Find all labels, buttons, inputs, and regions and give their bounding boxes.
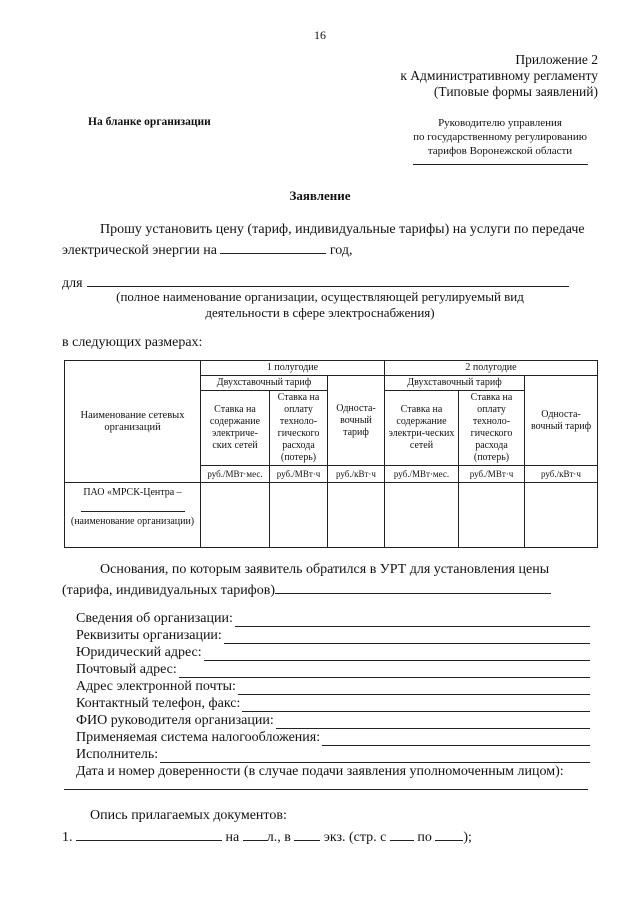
doc-number: 1. <box>62 830 73 845</box>
letterhead-label: На бланке организации <box>88 116 211 128</box>
value-cell[interactable] <box>525 483 598 548</box>
legal-address-input[interactable] <box>204 648 590 661</box>
postal-address-input[interactable] <box>179 665 590 678</box>
unit-mw-month-1: руб./МВт·мес. <box>201 466 270 483</box>
organization-fields <box>76 610 590 780</box>
header-half2: 2 полугодие <box>385 361 598 376</box>
field-power-of-attorney: Дата и номер доверенности (в случае подачи заявления уполномоченным лицом): <box>76 764 564 779</box>
request-paragraph <box>62 220 598 260</box>
field-requisites: Реквизиты организации: <box>76 627 590 644</box>
doc-copies-label: экз. (стр. с <box>323 830 387 845</box>
unit-mw-month-2: руб./МВт·мес. <box>385 466 459 483</box>
doc-name-blank[interactable] <box>76 826 222 841</box>
field-phone: Контактный телефон, факс: <box>76 695 590 712</box>
doc-pages-label: л., в <box>266 830 291 845</box>
doc-on-label: на <box>225 830 240 845</box>
org-name-blank[interactable] <box>81 503 185 512</box>
header-two-part-1: Двухставочный тариф <box>201 376 328 391</box>
value-cell[interactable] <box>459 483 525 548</box>
org-caption: (наименование организации) <box>70 516 195 527</box>
addressee-blank-line[interactable] <box>413 164 588 165</box>
basis-paragraph <box>62 560 598 600</box>
value-cell[interactable] <box>270 483 328 548</box>
doc-copies-blank[interactable] <box>294 826 320 841</box>
director-input[interactable] <box>276 716 590 729</box>
unit-kwh-2: руб./кВт·ч <box>525 466 598 483</box>
value-cell[interactable] <box>328 483 385 548</box>
org-name: ПАО «МРСК-Центра – <box>83 487 182 498</box>
addressee-line3: тарифов Воронежской области <box>427 145 573 157</box>
doc-page-from-blank[interactable] <box>390 826 414 841</box>
doc-pages-blank[interactable] <box>243 826 267 841</box>
header-single-1: Односта-вочный тариф <box>328 376 385 466</box>
doc-to-label: по <box>417 830 432 845</box>
doc-page-to-blank[interactable] <box>435 826 463 841</box>
header-network-org: Наименование сетевых организаций <box>65 361 201 483</box>
requisites-input[interactable] <box>224 631 590 644</box>
unit-mwh-2: руб./МВт·ч <box>459 466 525 483</box>
power-of-attorney-blank[interactable] <box>64 789 588 790</box>
org-info-input[interactable] <box>235 614 590 627</box>
for-label: для <box>62 276 83 291</box>
value-cell[interactable] <box>385 483 459 548</box>
header-rate-maint-2: Ставка на содержание электри-ческих сетей <box>385 391 459 466</box>
basis-text: Основания, по которым заявитель обратился в УРТ для установления цены (тарифа, индивидуальных тарифов) <box>62 562 550 598</box>
addressee-block <box>400 116 600 165</box>
document-item-1 <box>62 826 472 846</box>
document-title: Заявление <box>289 188 351 203</box>
appendix-line3: (Типовые формы заявлений) <box>433 84 598 99</box>
org-cell <box>65 483 201 548</box>
value-cell[interactable] <box>201 483 270 548</box>
header-rate-loss-1: Ставка на оплату техноло-гического расхода (потерь) <box>270 391 328 466</box>
organization-blank[interactable] <box>87 272 569 287</box>
doc-end-label: ); <box>463 830 472 845</box>
addressee-line1: Руководителю управления <box>438 117 562 129</box>
header-two-part-2: Двухставочный тариф <box>385 376 525 391</box>
phone-input[interactable] <box>242 699 590 712</box>
field-postal-address: Почтовый адрес: <box>76 661 590 678</box>
documents-list-title: Опись прилагаемых документов: <box>90 808 287 823</box>
header-rate-loss-2: Ставка на оплату техноло-гического расхода (потерь) <box>459 391 525 466</box>
field-executor: Исполнитель: <box>76 746 590 763</box>
appendix-line2: к Административному регламенту <box>400 68 598 83</box>
request-text: Прошу установить цену (тариф, индивидуальные тарифы) на услуги по передаче электрической энергии на <box>62 222 585 258</box>
sizes-label: в следующих размерах: <box>62 335 203 350</box>
appendix-header <box>400 52 598 100</box>
header-half1: 1 полугодие <box>201 361 385 376</box>
year-blank[interactable] <box>220 239 326 254</box>
field-email: Адрес электронной почты: <box>76 678 590 695</box>
field-director: ФИО руководителя организации: <box>76 712 590 729</box>
request-year-suffix: год, <box>329 243 353 258</box>
unit-mwh-1: руб./МВт·ч <box>270 466 328 483</box>
tax-system-input[interactable] <box>322 733 590 746</box>
appendix-line1: Приложение 2 <box>515 52 598 67</box>
page-number: 16 <box>314 28 326 42</box>
field-legal-address: Юридический адрес: <box>76 644 590 661</box>
for-caption: (полное наименование организации, осуществляющей регулируемый вид деятельности в сфере электроснабжения) <box>116 289 524 320</box>
basis-blank[interactable] <box>275 579 551 594</box>
unit-kwh-1: руб./кВт·ч <box>328 466 385 483</box>
header-rate-maint-1: Ставка на содержание электриче-ских сетей <box>201 391 270 466</box>
field-org-info: Сведения об организации: <box>76 610 590 627</box>
field-tax-system: Применяемая система налогообложения: <box>76 729 590 746</box>
executor-input[interactable] <box>160 750 590 763</box>
addressee-line2: по государственному регулированию <box>413 131 587 143</box>
header-single-2: Односта-вочный тариф <box>525 376 598 466</box>
tariff-table <box>64 360 598 548</box>
email-input[interactable] <box>238 682 590 695</box>
